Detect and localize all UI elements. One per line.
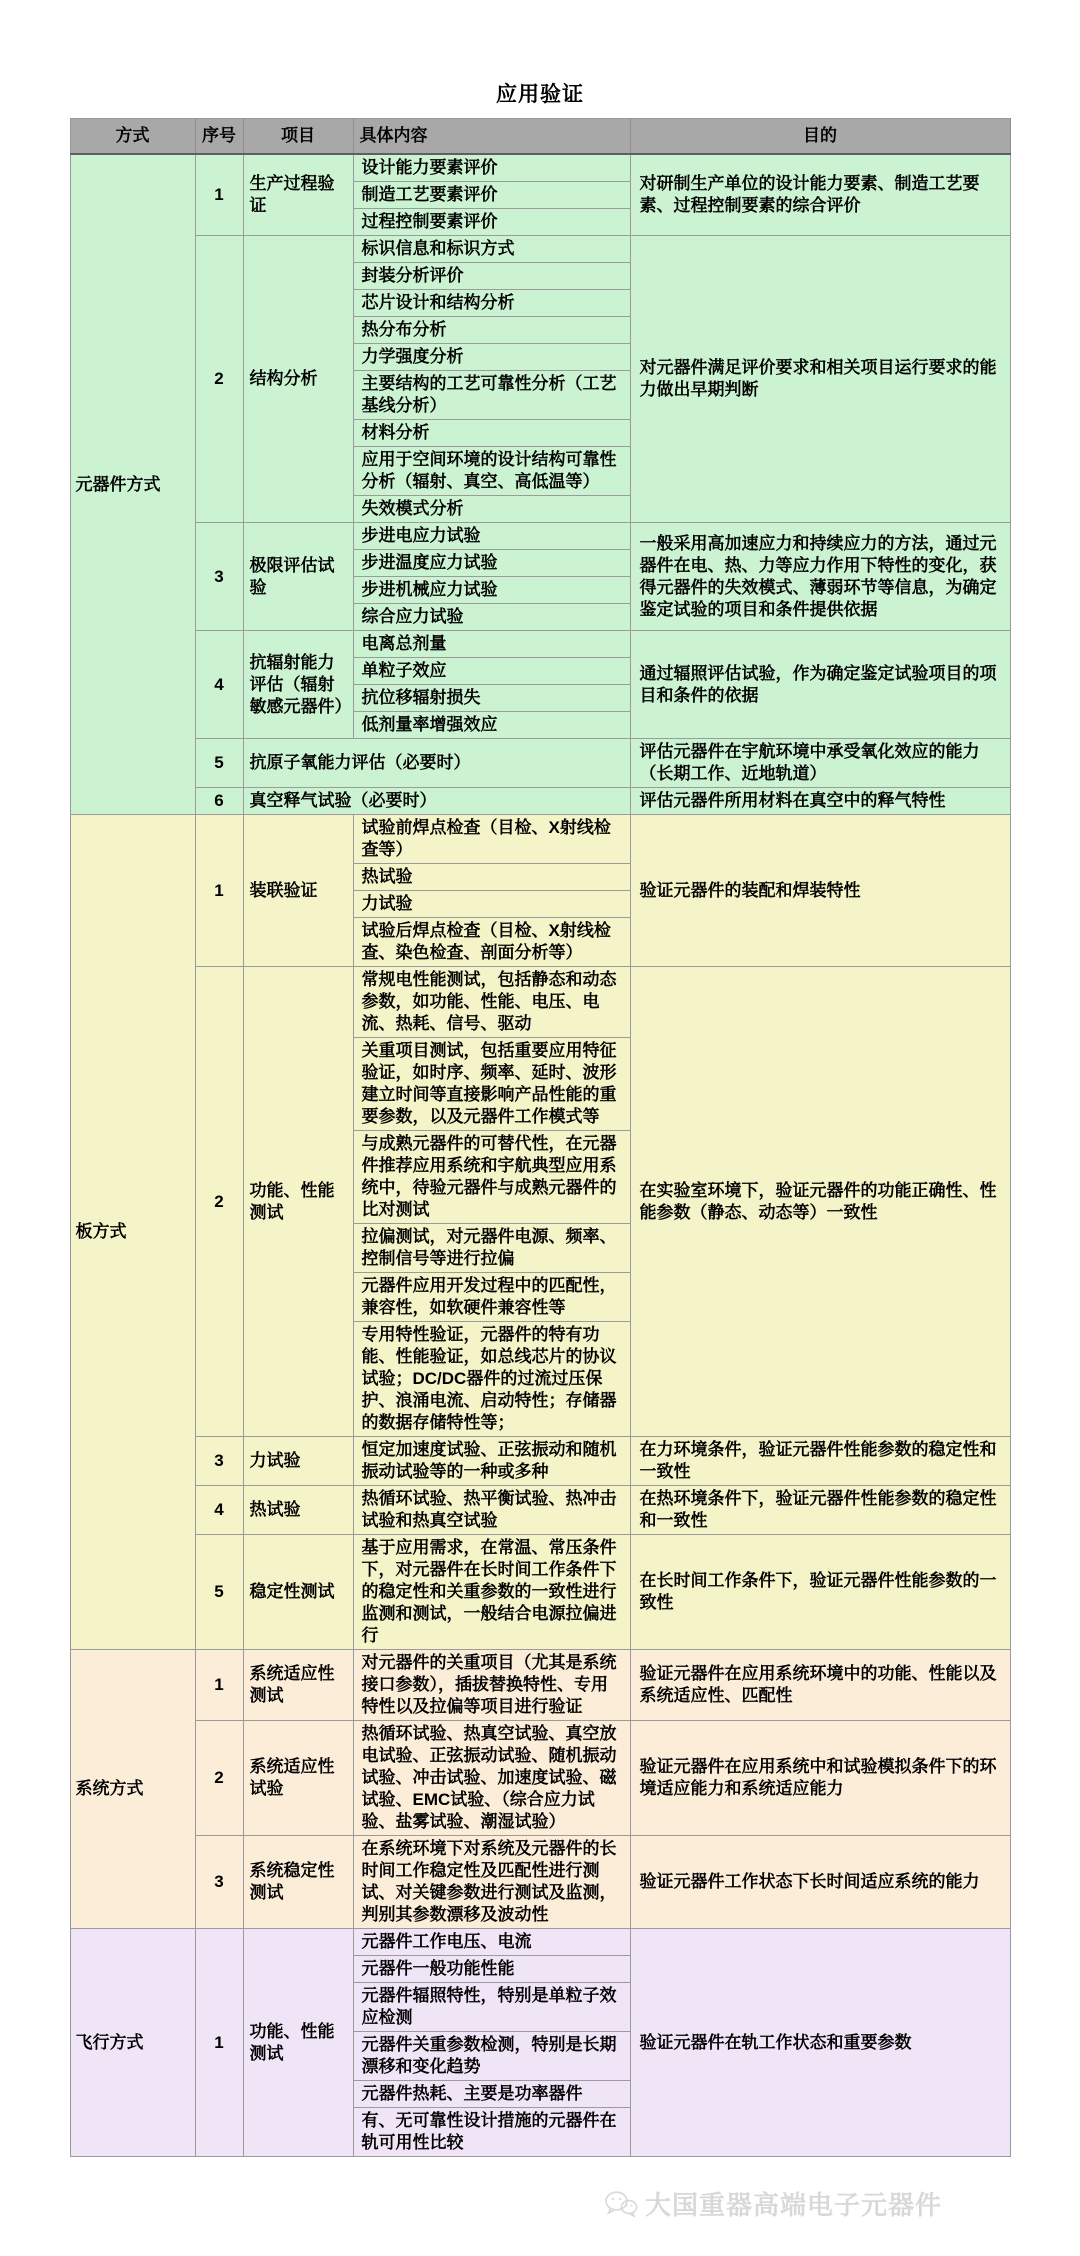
project-cell: 生产过程验证 bbox=[243, 154, 353, 236]
content-item-cell: 元器件热耗、主要是功率器件 bbox=[353, 2081, 630, 2108]
purpose-cell: 通过辐照评估试验，作为确定鉴定试验项目的项目和条件的依据 bbox=[630, 631, 1010, 739]
table-row bbox=[70, 1721, 1010, 1836]
watermark-text: 大国重器高端电子元器件 bbox=[644, 2190, 942, 2220]
header-project: 项目 bbox=[243, 119, 353, 155]
project-cell: 系统稳定性测试 bbox=[243, 1836, 353, 1929]
content-item-cell: 元器件工作电压、电流 bbox=[353, 1929, 630, 1956]
content-item-cell: 专用特性验证，元器件的特有功能、性能验证，如总线芯片的协议试验；DC/DC器件的过流过压保护、浪涌电流、启动特性；存储器的数据存储特性等； bbox=[353, 1322, 630, 1437]
row-number-cell: 1 bbox=[195, 1650, 243, 1721]
content-item-cell: 常规电性能测试，包括静态和动态参数，如功能、性能、电压、电流、热耗、信号、驱动 bbox=[353, 967, 630, 1038]
content-item-cell: 有、无可靠性设计措施的元器件在轨可用性比较 bbox=[353, 2108, 630, 2157]
content-item-cell: 步进机械应力试验 bbox=[353, 577, 630, 604]
header-no: 序号 bbox=[195, 119, 243, 155]
purpose-cell: 对研制生产单位的设计能力要素、制造工艺要素、过程控制要素的综合评价 bbox=[630, 154, 1010, 236]
content-item-cell: 应用于空间环境的设计结构可靠性分析（辐射、真空、高低温等） bbox=[353, 447, 630, 496]
table-row bbox=[70, 154, 1010, 182]
row-number-cell: 1 bbox=[195, 815, 243, 967]
content-item-cell: 热试验 bbox=[353, 864, 630, 891]
purpose-cell: 对元器件满足评价要求和相关项目运行要求的能力做出早期判断 bbox=[630, 236, 1010, 523]
row-number-cell: 2 bbox=[195, 967, 243, 1437]
purpose-cell: 评估元器件在宇航环境中承受氧化效应的能力（长期工作、近地轨道） bbox=[630, 739, 1010, 788]
project-cell: 功能、性能测试 bbox=[243, 967, 353, 1437]
purpose-cell: 在热环境条件下，验证元器件性能参数的稳定性和一致性 bbox=[630, 1486, 1010, 1535]
project-cell: 系统适应性试验 bbox=[243, 1721, 353, 1836]
watermark bbox=[0, 2185, 1080, 2256]
row-number-cell: 1 bbox=[195, 1929, 243, 2157]
content-item-cell: 力试验 bbox=[353, 891, 630, 918]
table-header-row bbox=[70, 119, 1010, 155]
content-item-cell: 元器件应用开发过程中的匹配性，兼容性，如软硬件兼容性等 bbox=[353, 1273, 630, 1322]
project-cell: 力试验 bbox=[243, 1437, 353, 1486]
row-number-cell: 3 bbox=[195, 523, 243, 631]
project-cell: 系统适应性测试 bbox=[243, 1650, 353, 1721]
row-number-cell: 2 bbox=[195, 236, 243, 523]
content-item-cell: 元器件一般功能性能 bbox=[353, 1956, 630, 1983]
table-row bbox=[70, 967, 1010, 1038]
method-cell: 飞行方式 bbox=[70, 1929, 195, 2157]
content-item-cell: 制造工艺要素评价 bbox=[353, 182, 630, 209]
content-item-cell: 抗位移辐射损失 bbox=[353, 685, 630, 712]
content-item-cell: 标识信息和标识方式 bbox=[353, 236, 630, 263]
purpose-cell: 验证元器件工作状态下长时间适应系统的能力 bbox=[630, 1836, 1010, 1929]
content-item-cell: 与成熟元器件的可替代性，在元器件推荐应用系统和宇航典型应用系统中，待验元器件与成熟元器件的比对测试 bbox=[353, 1131, 630, 1224]
purpose-cell: 在力环境条件，验证元器件性能参数的稳定性和一致性 bbox=[630, 1437, 1010, 1486]
row-number-cell: 2 bbox=[195, 1721, 243, 1836]
method-cell: 板方式 bbox=[70, 815, 195, 1650]
row-number-cell: 3 bbox=[195, 1437, 243, 1486]
content-item-cell: 在系统环境下对系统及元器件的长时间工作稳定性及匹配性进行测试、对关键参数进行测试及监测，判别其参数漂移及波动性 bbox=[353, 1836, 630, 1929]
table-row bbox=[70, 739, 1010, 788]
content-item-cell: 综合应力试验 bbox=[353, 604, 630, 631]
purpose-cell: 一般采用高加速应力和持续应力的方法，通过元器件在电、热、力等应力作用下特性的变化，获得元器件的失效模式、薄弱环节等信息，为确定鉴定试验的项目和条件提供依据 bbox=[630, 523, 1010, 631]
purpose-cell: 验证元器件在应用系统中和试验模拟条件下的环境适应能力和系统适应能力 bbox=[630, 1721, 1010, 1836]
content-item-cell: 低剂量率增强效应 bbox=[353, 712, 630, 739]
table-row bbox=[70, 236, 1010, 263]
method-cell: 系统方式 bbox=[70, 1650, 195, 1929]
content-item-cell: 材料分析 bbox=[353, 420, 630, 447]
page-title: 应用验证 bbox=[496, 83, 584, 106]
row-number-cell: 4 bbox=[195, 1486, 243, 1535]
content-item-cell: 拉偏测试，对元器件电源、频率、控制信号等进行拉偏 bbox=[353, 1224, 630, 1273]
content-item-cell: 单粒子效应 bbox=[353, 658, 630, 685]
row-number-cell: 6 bbox=[195, 788, 243, 815]
content-item-cell: 芯片设计和结构分析 bbox=[353, 290, 630, 317]
content-item-cell: 失效模式分析 bbox=[353, 496, 630, 523]
content-item-cell: 热分布分析 bbox=[353, 317, 630, 344]
purpose-cell: 验证元器件在应用系统环境中的功能、性能以及系统适应性、匹配性 bbox=[630, 1650, 1010, 1721]
content-item-cell: 主要结构的工艺可靠性分析（工艺基线分析） bbox=[353, 371, 630, 420]
row-number-cell: 5 bbox=[195, 1535, 243, 1650]
content-item-cell: 设计能力要素评价 bbox=[353, 154, 630, 182]
content-item-cell: 电离总剂量 bbox=[353, 631, 630, 658]
table-row bbox=[70, 815, 1010, 864]
content-item-cell: 恒定加速度试验、正弦振动和随机振动试验等的一种或多种 bbox=[353, 1437, 630, 1486]
purpose-cell: 验证元器件在轨工作状态和重要参数 bbox=[630, 1929, 1010, 2157]
content-item-cell: 热循环试验、热平衡试验、热冲击试验和热真空试验 bbox=[353, 1486, 630, 1535]
row-number-cell: 1 bbox=[195, 154, 243, 236]
content-item-cell: 元器件关重参数检测，特别是长期漂移和变化趋势 bbox=[353, 2032, 630, 2081]
content-item-cell: 基于应用需求，在常温、常压条件下，对元器件在长时间工作条件下的稳定性和关重参数的一致性进行监测和测试，一般结合电源拉偏进行 bbox=[353, 1535, 630, 1650]
table-row bbox=[70, 1437, 1010, 1486]
project-cell: 结构分析 bbox=[243, 236, 353, 523]
project-cell: 抗辐射能力评估（辐射敏感元器件） bbox=[243, 631, 353, 739]
content-item-cell: 热循环试验、热真空试验、真空放电试验、正弦振动试验、随机振动试验、冲击试验、加速度试验、磁试验、EMC试验、（综合应力试验、盐雾试验、潮湿试验） bbox=[353, 1721, 630, 1836]
table-row bbox=[70, 1836, 1010, 1929]
row-number-cell: 5 bbox=[195, 739, 243, 788]
table-row bbox=[70, 1486, 1010, 1535]
project-cell: 真空释气试验（必要时） bbox=[243, 788, 630, 815]
content-item-cell: 步进温度应力试验 bbox=[353, 550, 630, 577]
verification-table bbox=[70, 118, 1011, 2157]
content-item-cell: 过程控制要素评价 bbox=[353, 209, 630, 236]
table-row bbox=[70, 1929, 1010, 1956]
purpose-cell: 在实验室环境下，验证元器件的功能正确性、性能参数（静态、动态等）一致性 bbox=[630, 967, 1010, 1437]
project-cell: 抗原子氧能力评估（必要时） bbox=[243, 739, 630, 788]
content-item-cell: 关重项目测试，包括重要应用特征验证，如时序、频率、延时、波形建立时间等直接影响产品性能的重要参数，以及元器件工作模式等 bbox=[353, 1038, 630, 1131]
header-purpose: 目的 bbox=[630, 119, 1010, 155]
table-row bbox=[70, 788, 1010, 815]
table-row bbox=[70, 1650, 1010, 1721]
project-cell: 装联验证 bbox=[243, 815, 353, 967]
content-item-cell: 试验后焊点检查（目检、X射线检查、染色检查、剖面分析等） bbox=[353, 918, 630, 967]
table-row bbox=[70, 523, 1010, 550]
method-cell: 元器件方式 bbox=[70, 154, 195, 815]
project-cell: 稳定性测试 bbox=[243, 1535, 353, 1650]
purpose-cell: 验证元器件的装配和焊装特性 bbox=[630, 815, 1010, 967]
content-item-cell: 元器件辐照特性，特别是单粒子效应检测 bbox=[353, 1983, 630, 2032]
row-number-cell: 3 bbox=[195, 1836, 243, 1929]
project-cell: 热试验 bbox=[243, 1486, 353, 1535]
wechat-icon bbox=[604, 2190, 638, 2218]
project-cell: 极限评估试验 bbox=[243, 523, 353, 631]
content-item-cell: 步进电应力试验 bbox=[353, 523, 630, 550]
table-row bbox=[70, 1535, 1010, 1650]
purpose-cell: 评估元器件所用材料在真空中的释气特性 bbox=[630, 788, 1010, 815]
content-item-cell: 试验前焊点检查（目检、X射线检查等） bbox=[353, 815, 630, 864]
header-method: 方式 bbox=[70, 119, 195, 155]
row-number-cell: 4 bbox=[195, 631, 243, 739]
header-content: 具体内容 bbox=[353, 119, 630, 155]
content-item-cell: 力学强度分析 bbox=[353, 344, 630, 371]
project-cell: 功能、性能测试 bbox=[243, 1929, 353, 2157]
content-item-cell: 对元器件的关重项目（尤其是系统接口参数），插拔替换特性、专用特性以及拉偏等项目进行验证 bbox=[353, 1650, 630, 1721]
purpose-cell: 在长时间工作条件下，验证元器件性能参数的一致性 bbox=[630, 1535, 1010, 1650]
content-item-cell: 封装分析评价 bbox=[353, 263, 630, 290]
table-row bbox=[70, 631, 1010, 658]
